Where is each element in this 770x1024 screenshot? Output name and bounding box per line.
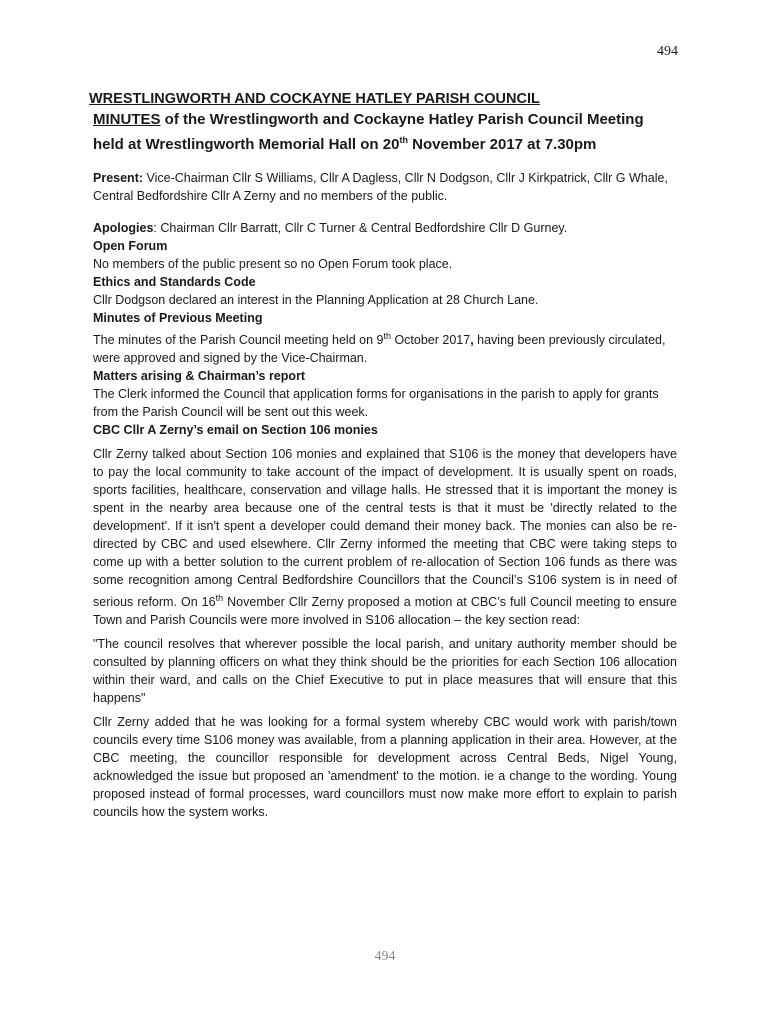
section106-paragraph-1 (93, 445, 677, 629)
section106-heading: CBC Cllr A Zerny’s email on Section 106 monies (93, 423, 378, 438)
section106-para1-post: November Cllr Zerny proposed a motion at CBC’s full Council meeting to ensure Town and Parish Councils were more involved in S106 allocation – the key section read: (93, 595, 677, 628)
title-sup: th (399, 135, 408, 145)
previous-minutes-text (93, 327, 677, 367)
minutes-label: MINUTES (93, 111, 161, 128)
ethics-text: Cllr Dodgson declared an interest in the Planning Application at 28 Church Lane. (93, 293, 539, 307)
title-line1: of the Wrestlingworth and Cockayne Hatley Parish Council Meeting (160, 111, 644, 128)
matters-arising-text: The Clerk informed the Council that application forms for organisations in the parish to apply for grants from the Parish Council will be sent out this week. (93, 387, 659, 420)
minutes-document (89, 90, 677, 821)
apologies-text: : Chairman Cllr Barratt, Cllr C Turner & Central Bedfordshire Cllr D Gurney. (153, 221, 568, 235)
present-text: Vice-Chairman Cllr S Williams, Cllr A Dagless, Cllr N Dodgson, Cllr J Kirkpatrick, Cllr G Whale, Central Bedfordshire Cllr A Zerny and no members of the public. (93, 171, 668, 203)
section106-para1-sup: th (215, 593, 224, 604)
page-number-bottom: 494 (374, 949, 396, 964)
page-number-top: 494 (657, 44, 678, 59)
title-line2-post: November 2017 at 7.30pm (407, 136, 597, 153)
previous-minutes-sup: th (383, 331, 391, 341)
ethics-heading: Ethics and Standards Code (93, 275, 256, 289)
open-forum-heading: Open Forum (93, 239, 168, 253)
matters-arising-heading: Matters arising & Chairman’s report (93, 369, 306, 384)
present-section (93, 169, 677, 205)
previous-minutes-text-post: having been previously circulated, were approved and signed by the Vice-Chairman. (93, 333, 666, 366)
council-name: WRESTLINGWORTH AND COCKAYNE HATLEY PARISH COUNCIL (89, 91, 540, 107)
section106-quote: "The council resolves that wherever possible the local parish, and unitary authority member should be consulted by planning officers on what they think should be the priorities for each Section 106 allocation within their ward, and calls on the Chief Executive to put in place measures that will ensure that this happens" (93, 637, 677, 706)
present-label: Present: (93, 171, 144, 185)
section106-paragraph-2: Cllr Zerny added that he was looking for a formal system whereby CBC would work with parish/town councils every time S106 money was available, from a planning application in their area. However, at the CBC meeting, the councillor responsible for development across Central Beds, Nigel Young, acknowledged the issue but proposed an 'amendment' to the motion. ie a change to the wording. Young proposed instead of formal processes, ward councillors must now make more effort to explain to parish councils how the system works. (93, 715, 677, 820)
section106-para1-pre: Cllr Zerny talked about Section 106 monies and explained that S106 is the money that developers have to pay the local community to take account of the impact of development. It is usually spent on roads, sports facilities, healthcare, conservation and village halls. He stressed that it is important the money is spent in the nearby area because one of the central tests is that it must be 'directly related to the development'. If it isn't spent a developer could demand their money back. The monies can also be re-directed by CBC and used elsewhere. Cllr Zerny informed the meeting that CBC were taking steps to come up with a better solution to the current problem of re-allocation of Section 106 funds as there was some recognition among Central Bedfordshire Councillors that the Council’s S106 system is in need of serious reform. On 16 (93, 447, 677, 610)
previous-minutes-text-pre: The minutes of the Parish Council meeting held on 9 (93, 333, 384, 348)
title-line2-pre: held at Wrestlingworth Memorial Hall on 20 (93, 136, 400, 153)
document-title (93, 109, 677, 155)
previous-minutes-comma: , (470, 333, 474, 348)
previous-minutes-heading: Minutes of Previous Meeting (93, 311, 263, 325)
apologies-label: Apologies (93, 221, 154, 235)
open-forum-text: No members of the public present so no Open Forum took place. (93, 257, 453, 271)
previous-minutes-text-mid: October 2017 (390, 333, 471, 348)
apologies-section (93, 219, 677, 237)
